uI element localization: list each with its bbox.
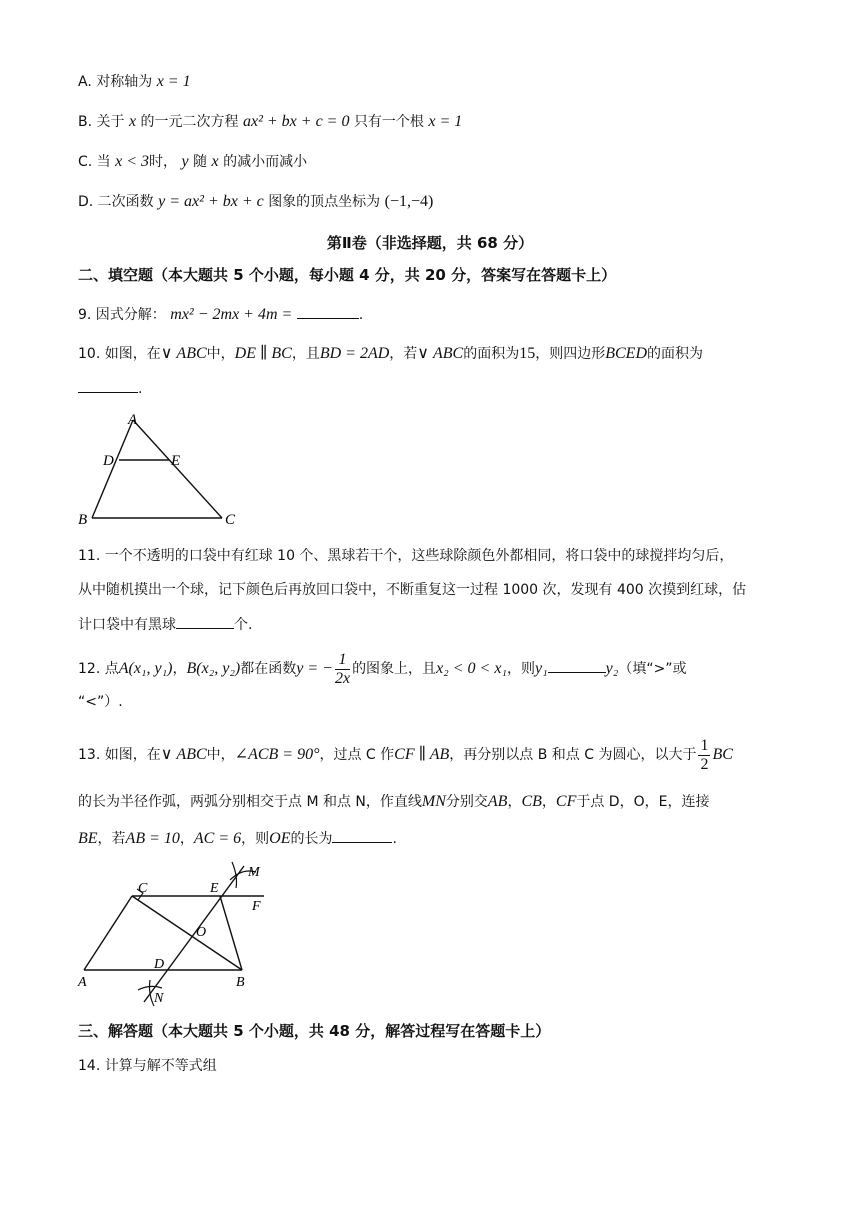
q13-text-l3a: ，若	[97, 831, 126, 847]
q13-text-l2c: 于点 D，O，E，连接	[576, 794, 710, 810]
q13-mn: MN	[421, 793, 446, 810]
q12-y1: y₁	[534, 660, 548, 677]
q13-ac-value: AC = 6	[193, 830, 242, 847]
fig13-label-e: E	[210, 881, 219, 896]
q11-answer-blank[interactable]	[176, 614, 234, 629]
section3-heading: 三、解答题（本大题共 5 个小题，共 48 分，解答过程写在答题卡上）	[78, 1022, 551, 1040]
option-d-point: (−1,−4)	[384, 193, 434, 210]
q13-text-l3b: ，则	[241, 831, 270, 847]
figure-10	[72, 408, 242, 532]
q9-answer-blank[interactable]	[297, 304, 359, 319]
question-9	[78, 304, 363, 325]
option-d	[78, 192, 433, 212]
option-d-tail: 图象的顶点坐标为	[268, 194, 381, 210]
question-11-line1: 11. 一个不透明的口袋中有红球 10 个、黑球若干个，这些球除颜色外都相同，将口袋中的球搅拌均匀后，	[78, 548, 734, 564]
q13-answer-blank[interactable]	[332, 828, 392, 843]
question-10-line2	[78, 378, 142, 399]
question-12-line1	[78, 646, 687, 692]
q12-fraction-num: 1	[335, 651, 350, 670]
option-b	[78, 112, 462, 132]
q13-ab: AB	[487, 793, 508, 810]
question-11-line2: 从中随机摸出一个球，记下颜色后再放回口袋中，不断重复这一过程 1000 次，发现有 400 次摸到红球，估	[78, 582, 747, 598]
fig13-label-c: C	[138, 881, 148, 896]
fig13-label-o: O	[196, 925, 207, 940]
fig10-label-a: A	[128, 412, 138, 428]
q9-label: 9. 因式分解：	[78, 307, 166, 323]
q13-fraction-den: 2	[700, 755, 709, 773]
fig13-label-f: F	[252, 899, 261, 914]
q13-text-l2a: 的长为半径作弧，两弧分别相交于点 M 和点 N，作直线	[78, 794, 422, 810]
q13-cf: CF	[555, 793, 577, 810]
option-a-eq: x = 1	[156, 73, 191, 90]
question-13-line3	[78, 828, 397, 849]
option-c-tail: 的减小而减小	[223, 154, 308, 170]
q10-text-g: 的面积为	[647, 346, 703, 362]
q12-text-b: ，	[172, 661, 187, 677]
q10-text-d: ，若	[389, 346, 418, 362]
q12-y2: y₂	[605, 660, 619, 677]
fig10-label-c: C	[225, 512, 236, 528]
q9-end: .	[358, 307, 364, 323]
q10-answer-blank[interactable]	[78, 378, 138, 393]
q13-text-a: 13. 如图，在	[78, 747, 161, 763]
q10-end: .	[138, 381, 143, 397]
fig13-label-b: B	[236, 975, 245, 990]
fig13-label-d: D	[154, 957, 165, 972]
option-c-var-y: y	[181, 153, 189, 170]
q11-text-b: 个.	[234, 617, 253, 633]
q12-text-d: 的图象上，且	[352, 661, 437, 677]
option-c	[78, 152, 307, 172]
q13-sep2: ，	[541, 794, 556, 810]
option-b-label: B. 关于	[78, 114, 125, 130]
q13-text-b: 中，	[206, 747, 235, 763]
q12-text-c: 都在函数	[240, 661, 297, 677]
q9-expr: mx² − 2mx + 4m =	[170, 306, 293, 323]
q12-function: y = −	[296, 660, 333, 677]
q13-fraction-num: 1	[700, 736, 709, 754]
q12-text-f: （填“>”或	[618, 661, 687, 677]
q11-text-a: 计口袋中有黑球	[78, 617, 176, 633]
q13-text-d: ，再分别以点 B 和点 C 为圆心，以大于	[449, 747, 697, 763]
fig13-label-a: A	[78, 975, 87, 990]
q12-text-e: ，则	[506, 661, 535, 677]
q10-text-f: ，则四边形	[535, 346, 606, 362]
q10-area: 15	[519, 345, 536, 362]
option-d-eq: y = ax² + bx + c	[158, 193, 264, 210]
fig10-label-e: E	[171, 453, 181, 469]
q12-fraction-den: 2x	[334, 669, 351, 687]
question-10-line1	[78, 344, 703, 364]
fig10-label-b: B	[78, 512, 88, 528]
q10-text-c: ，且	[291, 346, 320, 362]
fig13-label-m: M	[248, 865, 260, 880]
q10-triangle: ∨ ABC	[160, 345, 207, 362]
q10-parallel: DE ∥ BC	[234, 345, 292, 362]
question-11-line3	[78, 614, 252, 635]
q10-ratio: BD = 2AD	[319, 345, 390, 362]
question-12-line2: “<”）.	[78, 694, 123, 710]
option-d-label: D. 二次函数	[78, 194, 154, 210]
q13-sep1: ，	[507, 794, 522, 810]
option-b-tail: 只有一个根	[353, 114, 424, 130]
option-c-mid2: 随	[193, 154, 208, 170]
q12-text-a: 12. 点	[78, 661, 119, 677]
q12-point-b: B(x₂, y₂)	[186, 660, 241, 677]
option-c-var-x: x	[211, 153, 219, 170]
option-a-label: A. 对称轴为	[78, 74, 153, 90]
question-13-line1	[78, 732, 733, 778]
option-b-eq: ax² + bx + c = 0	[242, 113, 350, 130]
q12-fraction	[335, 651, 350, 688]
q13-bc: BC	[712, 746, 733, 763]
option-c-cond: x < 3	[115, 153, 150, 170]
q13-be: BE	[78, 830, 98, 847]
q13-cb: CB	[521, 793, 542, 810]
option-c-label: C. 当	[78, 154, 111, 170]
q10-text-a: 10. 如图，在	[78, 346, 161, 362]
q13-parallel: CF ∥ AB	[394, 746, 450, 763]
q12-condition: x₂ < 0 < x₁	[436, 660, 507, 677]
option-a	[78, 72, 191, 92]
q10-text-e: 的面积为	[463, 346, 520, 362]
option-b-eq2: x = 1	[428, 113, 463, 130]
fig10-label-d: D	[103, 453, 114, 469]
q13-text-l2b: 分别交	[445, 794, 488, 810]
q13-triangle: ∨ ABC	[160, 746, 207, 763]
q13-fraction	[698, 737, 710, 774]
section2-heading: 二、填空题（本大题共 5 个小题，每小题 4 分，共 20 分，答案写在答题卡上）	[78, 266, 617, 284]
q12-point-a: A(x₁, y₁)	[118, 660, 173, 677]
q13-end: .	[392, 831, 397, 847]
option-b-var: x	[128, 113, 137, 130]
q13-oe: OE	[269, 830, 291, 847]
question-13-line2	[78, 792, 709, 812]
option-c-mid: 时，	[149, 154, 178, 170]
q10-quad: BCED	[605, 345, 647, 362]
q13-text-l3c: 的长为	[290, 831, 333, 847]
q10-triangle-2: ∨ ABC	[417, 345, 464, 362]
q13-sep3: ，	[179, 831, 194, 847]
q12-answer-blank[interactable]	[548, 658, 606, 673]
q13-text-c: ，过点 C 作	[319, 747, 395, 763]
fig13-label-n: N	[154, 991, 164, 1006]
q13-ab-value: AB = 10	[125, 830, 180, 847]
q10-text-b: 中，	[206, 346, 235, 362]
figure-13	[72, 858, 282, 1010]
option-b-mid: 的一元二次方程	[140, 114, 239, 130]
part2-title: 第Ⅱ卷（非选择题，共 68 分）	[326, 234, 534, 252]
q13-angle: ∠ACB = 90°	[234, 746, 320, 763]
question-14: 14. 计算与解不等式组	[78, 1058, 217, 1074]
